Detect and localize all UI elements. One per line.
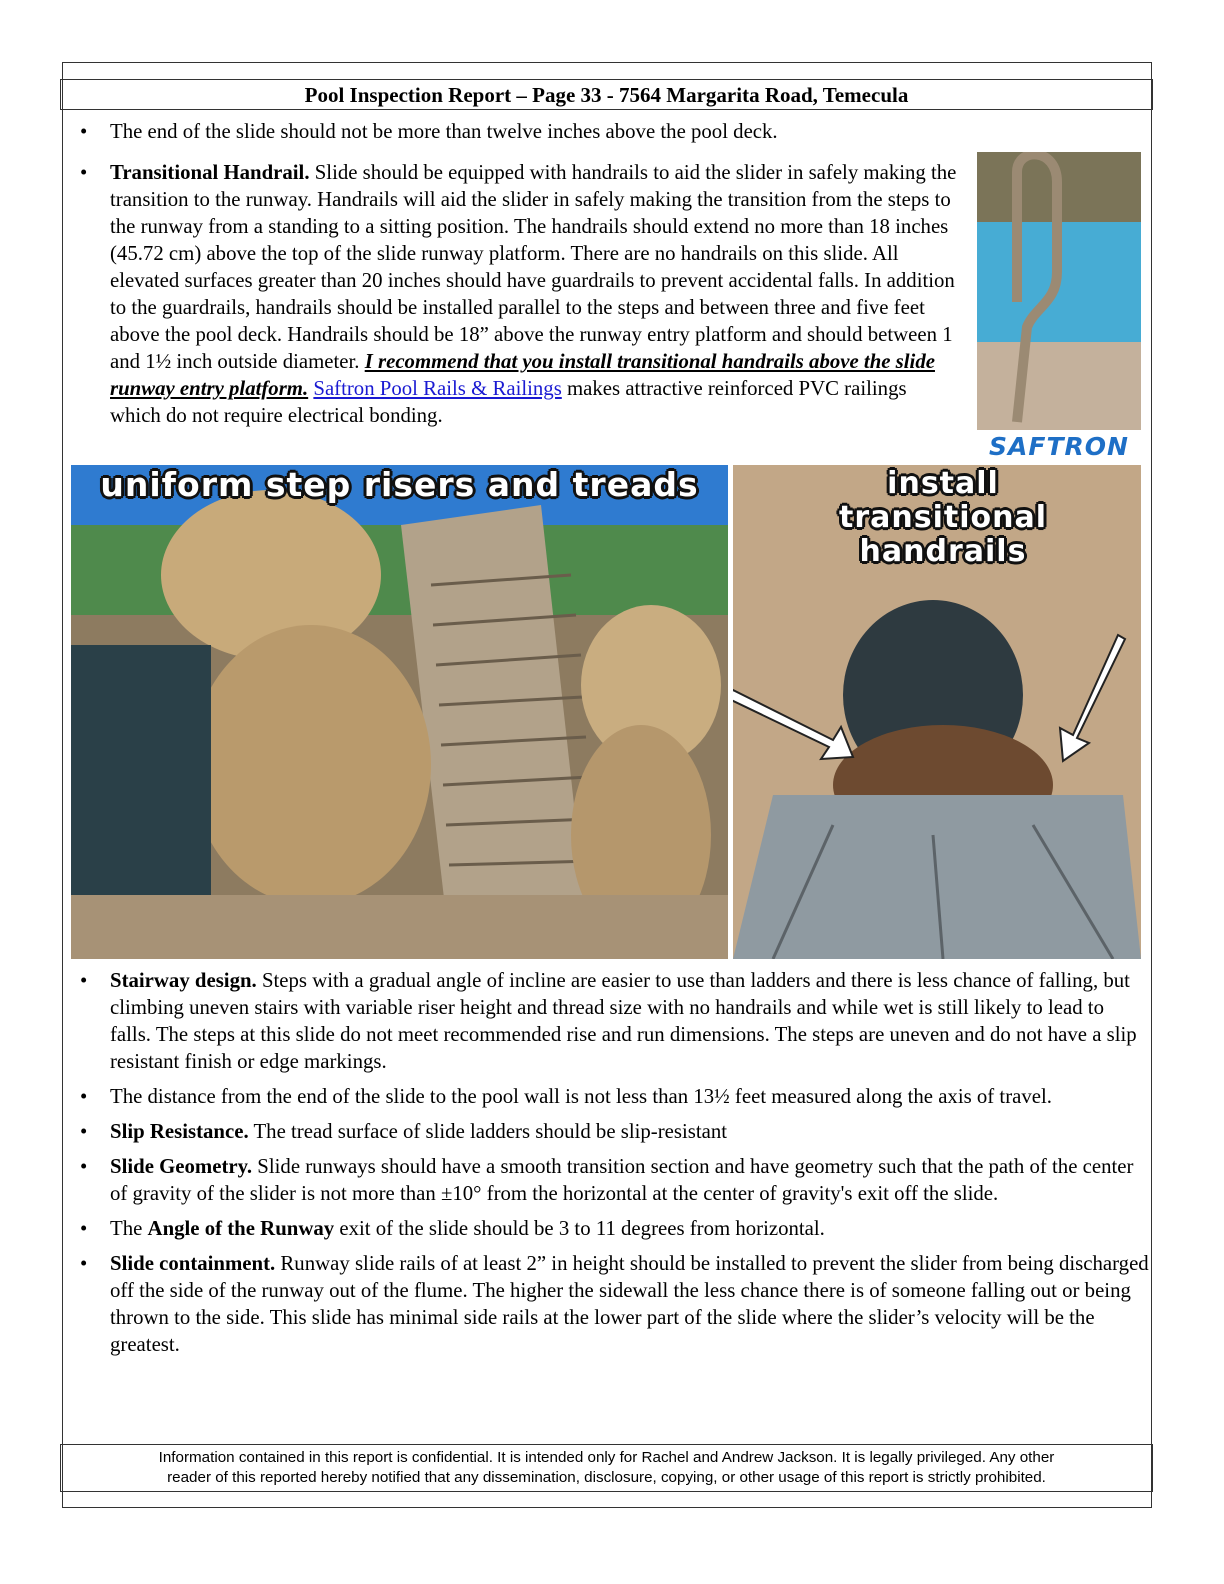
list-item-slip-resistance xyxy=(70,1118,1150,1145)
slip-heading: Slip Resistance. xyxy=(110,1120,249,1143)
list-item-distance xyxy=(70,1083,1150,1110)
confidentiality-footer xyxy=(60,1444,1153,1492)
list-item-slide-containment xyxy=(70,1250,1150,1358)
stairway-heading: Stairway design. xyxy=(110,969,257,992)
handrails-caption xyxy=(793,467,1093,569)
stairway-body: Steps with a gradual angle of incline are easier to use than ladders and there is less chance of falling, but climbing uneven stairs with variable riser height and thread size with no handrails and while wet is still likely to lead to falls. The steps at this slide do not meet recommended rise and run dimensions. The steps are uneven and do not have a slip resistant finish or edge markings. xyxy=(110,969,1137,1073)
list-item-runway-angle xyxy=(70,1215,1150,1242)
handrail-after-link: makes attractive reinforced PVC railings which do not require electrical bonding. xyxy=(110,377,907,427)
list-item-stairway xyxy=(70,967,1150,1075)
footer-line-1: Information contained in this report is confidential. It is intended only for Rachel and Andrew Jackson. It is legally privileged. Any other xyxy=(158,1449,1055,1466)
angle-heading: Angle of the Runway xyxy=(147,1217,335,1240)
stairs-caption: uniform step risers and treads xyxy=(100,465,699,504)
saftron-logo: SAFTRON xyxy=(989,432,1129,461)
stairs-photo xyxy=(71,465,728,959)
distance-text: The distance from the end of the slide to the pool wall is not less than 13½ feet measured along the axis of travel. xyxy=(110,1085,1052,1108)
bottom-bullet-list xyxy=(70,967,1150,1366)
report-header xyxy=(60,79,1153,110)
geometry-body: Slide runways should have a smooth transition section and have geometry such that the path of the center of gravity of the slider is not more than ±10° from the horizontal at the center of gravity's exit off the slide. xyxy=(110,1155,1134,1205)
handrail-recommendation: I recommend that you install transitional handrails above the slide runway entry platform. xyxy=(110,350,935,400)
handrail-heading: Transitional Handrail. xyxy=(110,161,310,184)
handrails-caption-line1: install xyxy=(887,466,999,501)
handrail-photo xyxy=(977,152,1141,430)
handrail-illustration xyxy=(977,152,1141,430)
slide-entry-photo xyxy=(733,465,1141,959)
handrail-body: Slide should be equipped with handrails to aid the slider in safely making the transition to the runway. Handrails will aid the slider in safely making the transition from the steps to the runway from a standing to a sitting position. The handrails should extend no more than 18 inches (45.72 cm) above the top of the slide runway platform. There are no handrails on this slide. All elevated surfaces greater than 20 inches should have guardrails to prevent accidental falls. In addition to the guardrails, handrails should be installed parallel to the steps and between three and five feet above the pool deck. Handrails should be 18” above the runway entry platform and should between 1 and 1½ inch outside diameter. xyxy=(110,161,957,373)
stairs-illustration xyxy=(71,465,728,959)
containment-body: Runway slide rails of at least 2” in height should be installed to prevent the slider from being discharged off the side of the runway out of the flume. The higher the sidewall the less chance there is of someone falling out or being thrown to the side. This slide has minimal side rails at the lower part of the slide where the slider’s velocity will be the greatest. xyxy=(110,1252,1149,1356)
saftron-handrail-image xyxy=(977,152,1141,462)
handrail-bullet-list xyxy=(70,159,960,437)
saftron-link[interactable]: Saftron Pool Rails & Railings xyxy=(313,377,562,400)
list-item-slide-geometry xyxy=(70,1153,1150,1207)
report-title: Pool Inspection Report – Page 33 - 7564 Margarita Road, Temecula xyxy=(304,83,909,107)
footer-line-2: reader of this reported hereby notified that any dissemination, disclosure, copying, or other usage of this report is strictly prohibited. xyxy=(167,1469,1046,1486)
geometry-heading: Slide Geometry. xyxy=(110,1155,253,1178)
list-item-slide-end xyxy=(70,118,1150,145)
angle-body: exit of the slide should be 3 to 11 degrees from horizontal. xyxy=(334,1217,825,1240)
slide-end-text: The end of the slide should not be more than twelve inches above the pool deck. xyxy=(110,120,778,143)
handrails-caption-line3: handrails xyxy=(859,534,1027,569)
angle-prefix: The xyxy=(110,1217,148,1240)
top-bullet-list xyxy=(70,118,1150,153)
slip-body: The tread surface of slide ladders should be slip-resistant xyxy=(248,1120,728,1143)
containment-heading: Slide containment. xyxy=(110,1252,276,1275)
handrails-caption-line2: transitional xyxy=(839,500,1047,535)
list-item-transitional-handrail xyxy=(70,159,960,429)
